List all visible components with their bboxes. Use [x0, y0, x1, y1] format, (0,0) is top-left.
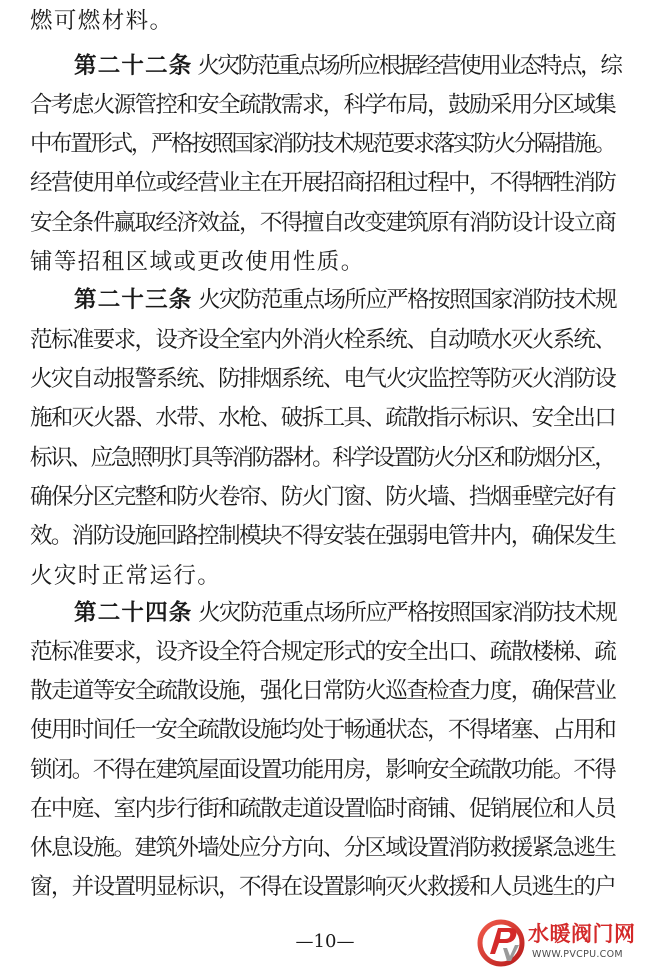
- text-line: 中布置形式，严格按照国家消防技术规范要求落实防火分隔措施。: [30, 131, 615, 157]
- article-heading: 第二十三条: [74, 287, 193, 313]
- page-number: —10—: [295, 931, 355, 952]
- watermark-url: WWW.PVCPU.COM: [532, 949, 623, 960]
- text-line: 使用时间任一安全疏散设施均处于畅通状态，不得堵塞、占用和: [30, 717, 616, 743]
- article-text: 火灾防范重点场所应严格按照国家消防技术规: [192, 287, 617, 313]
- article-heading: 第二十四条: [74, 600, 193, 626]
- text-line: 合考虑火源管控和安全疏散需求，科学布局，鼓励采用分区域集: [30, 92, 616, 118]
- pv-logo-icon: [476, 918, 526, 967]
- text-line: 在中庭、室内步行街和疏散走道设置临时商铺、促销展位和人员: [30, 796, 616, 822]
- text-line: 效。消防设施回路控制模块不得安装在强弱电管井内，确保发生: [30, 523, 616, 549]
- text-line: 标识、应急照明灯具等消防器材。科学设置防火分区和防烟分区，: [30, 445, 615, 471]
- text-line: 范标准要求，设齐设全室内外消火栓系统、自动喷水灭火系统、: [30, 327, 616, 353]
- article-text: 火灾防范重点场所应严格按照国家消防技术规: [192, 600, 617, 626]
- text-line: [74, 598, 616, 628]
- article-text: 火灾防范重点场所应根据经营使用业态特点，综: [192, 53, 621, 79]
- text-line: 休息设施。建筑外墙处应分方向、分区域设置消防救援紧急逃生: [30, 835, 616, 861]
- text-line: 火灾自动报警系统、防排烟系统、电气火灾监控等防灭火消防设: [30, 366, 616, 392]
- article-heading: 第二十二条: [74, 53, 193, 79]
- watermark-logo: [476, 918, 650, 967]
- text-line: 确保分区完整和防火卷帘、防火门窗、防火墙、挡烟垂壁完好有: [30, 484, 616, 510]
- text-line: 安全条件赢取经济效益，不得擅自改变建筑原有消防设计设立商: [30, 210, 616, 236]
- text-line: 范标准要求，设齐设全符合规定形式的安全出口、疏散楼梯、疏: [30, 639, 616, 665]
- text-line: 火灾时正常运行。: [30, 563, 222, 589]
- text-line: 锁闭。不得在建筑屋面设置功能用房，影响安全疏散功能。不得: [30, 757, 616, 783]
- text-line: 铺等招租区域或更改使用性质。: [30, 249, 365, 275]
- text-line: [74, 285, 616, 315]
- watermark-title: 水暖阀门网: [528, 922, 636, 946]
- text-line: 散走道等安全疏散设施，强化日常防火巡查检查力度，确保营业: [30, 678, 616, 704]
- text-line: 施和灭火器、水带、水枪、破拆工具、疏散指示标识、安全出口: [30, 405, 616, 431]
- text-line: 燃可燃材料。: [30, 8, 174, 34]
- text-line: 窗，并设置明显标识，不得在设置影响灭火救援和人员逃生的户: [30, 874, 616, 900]
- text-line: [74, 51, 620, 81]
- text-line: 经营使用单位或经营业主在开展招商招租过程中，不得牺牲消防: [30, 170, 616, 196]
